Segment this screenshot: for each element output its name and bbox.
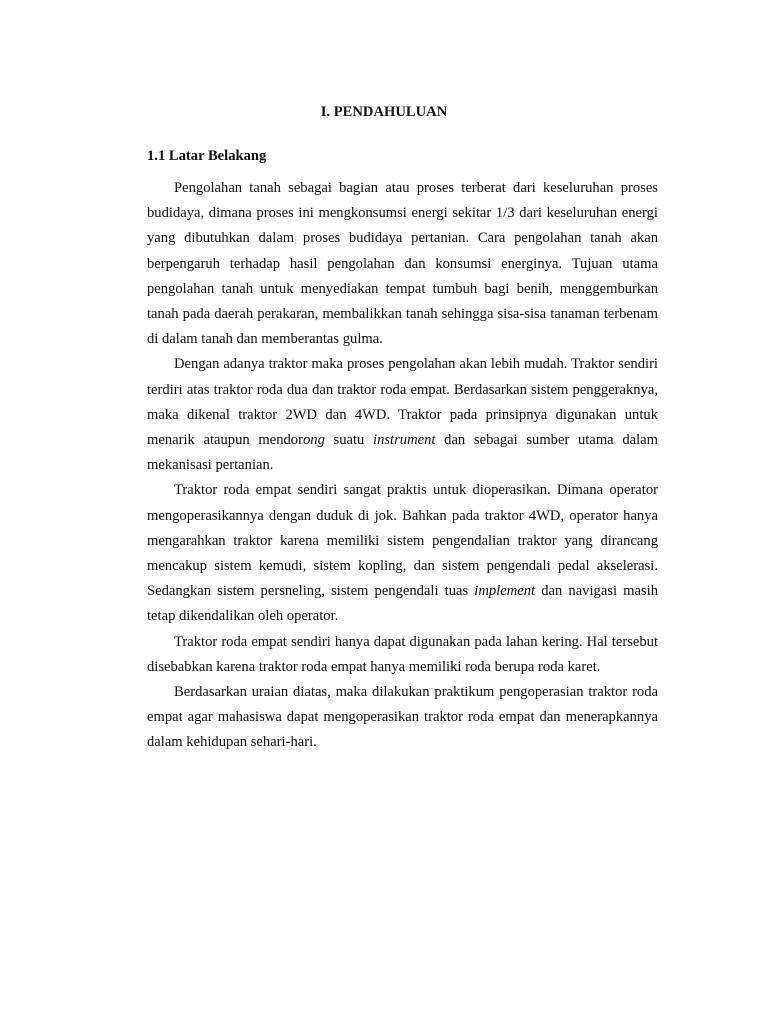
paragraph-4 — [147, 630, 658, 680]
text-segment: dan navigasi masih tetap dikendalikan oleh operator. — [147, 583, 658, 625]
paragraph-1 — [147, 176, 658, 352]
italic-segment: instrument — [373, 432, 436, 449]
paragraph-2 — [147, 352, 658, 478]
text-segment: Berdasarkan uraian diatas, maka dilakukan praktikum pengoperasian traktor roda empat agar mahasiswa dapat mengoperasikan traktor roda empat dan menerapkannya dalam kehidupan sehari-hari. — [147, 684, 658, 751]
text-segment: Pengolahan tanah sebagai bagian atau proses terberat dari keseluruhan proses budidaya, dimana proses ini mengkonsumsi energi sekitar 1/3 dari keseluruhan energi yang dibutuhkan dalam proses budidaya pertanian. Cara pengolahan tanah akan berpengaruh terhadap hasil pengolahan dan konsumsi energinya. Tujuan utama pengolahan tanah untuk menyediakan tempat tumbuh bagi benih, menggemburkan tanah pada daerah perakaran, membalikkan tanah sehingga sisa-sisa tanaman terbenam di dalam tanah dan memberantas gulma. — [147, 180, 658, 348]
chapter-title: I. PENDAHULUAN — [320, 104, 448, 120]
paragraph-3 — [147, 478, 658, 629]
italic-segment: implement — [474, 583, 536, 600]
italic-segment: ong — [302, 432, 325, 449]
paragraph-5 — [147, 680, 658, 756]
text-segment: suatu — [324, 432, 374, 449]
text-segment: Dengan adanya traktor maka proses pengolahan akan lebih mudah. Traktor sendiri terdiri atas traktor roda dua dan traktor roda empat. Berdasarkan sistem penggeraknya, maka dikenal traktor 2WD dan 4WD. Traktor pada prinsipnya digunakan untuk menarik ataupun mendor — [147, 356, 658, 449]
section-title: 1.1 Latar Belakang — [147, 148, 267, 164]
text-segment: dan sebagai sumber utama dalam mekanisasi pertanian. — [147, 432, 658, 474]
body-text — [147, 176, 658, 756]
text-segment: Traktor roda empat sendiri hanya dapat digunakan pada lahan kering. Hal tersebut disebabkan karena traktor roda empat hanya memiliki roda berupa roda karet. — [147, 633, 658, 675]
text-segment: Traktor roda empat sendiri sangat praktis untuk dioperasikan. Dimana operator mengoperasikannya dengan duduk di jok. Bahkan pada traktor 4WD, operator hanya mengarahkan traktor karena memiliki sistem pengendalian traktor yang dirancang mencakup sistem kemudi, sistem kopling, dan sistem pengendali pedal akselerasi. Sedangkan sistem persneling, sistem pengendali tuas — [147, 482, 658, 600]
